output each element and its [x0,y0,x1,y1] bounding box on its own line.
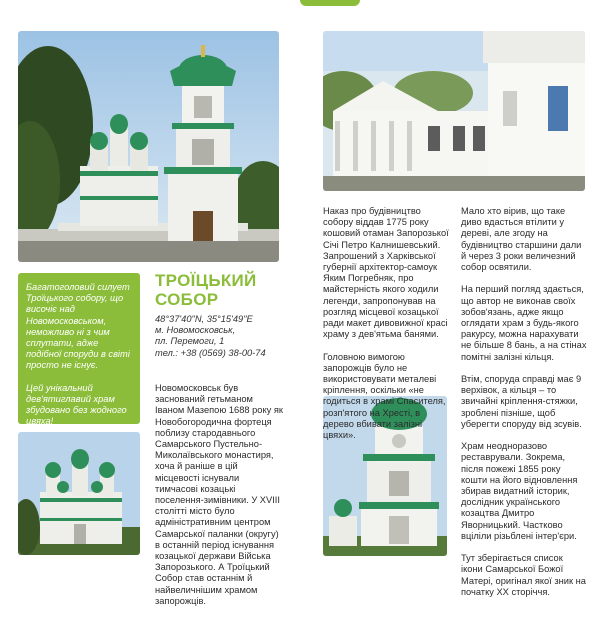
contact-info [155,314,315,359]
address: пл. Перемоги, 1 [155,336,225,347]
photo-classical-building [323,31,585,191]
col3-paragraph-3: Втім, споруда справді має 9 верхівок, а кільця – то звичайні кріплення-стяжки, зроблені пізніше, щоб уберегти споруду від зсувів. [461,374,582,429]
text-column-2 [323,206,449,452]
city: м. Новомосковськ, [155,325,236,336]
page-title-line-1: ТРОЇЦЬКИЙ [155,271,257,290]
caption-box [18,273,140,427]
col2-paragraph-1: Наказ про будівництво собору віддав 1775 року кошовий отаман Запорозької Січі Петро Калнишевський. Запрошений з Харківської губернії архітектор-самоук Яким Погребняк, про майстерність якого ходили легенди, запропонував на розгляд місцевої козацької ради макет дивовижної красі храму з дев'ятьма банями. [323,206,449,340]
col3-paragraph-4: Храм неодноразово реставрували. Зокрема, після пожежі 1855 року кошти на його відновлення збирав видатний історик, дослідник українського козацтва Дмитро Яворницький. Частково вціліли різьблені інтер'єри. [461,441,578,541]
phone: тел.: +38 (0569) 38-00-74 [155,347,266,358]
coordinates: 48°37'40"N, 35°15'49"E [155,314,253,324]
page-title-line-2: СОБОР [155,290,219,309]
col2-paragraph-2: Головною вимогою запорожців було не використовувати металеві кріплення, оскільки «не годиться в храмі Спасителя, розп'ятого на Хресті, в дерево вбивати залізні цвяхи». [323,351,446,441]
col3-paragraph-2: На перший погляд здається, що автор не виконав своїх зобов'язань, адже якщо оглядати храм з будь-якого ракурсу, можна нарахувати не більше 8 бань, а на стінах помітні залізні кільця. [461,284,587,362]
photo-cathedral-domes [18,432,140,555]
page-title [155,271,315,309]
top-accent-tab [300,0,360,6]
col1-paragraph-1: Новомосковськ був заснований гетьманом Іваном Мазепою 1688 року як Новобогородична фортеця поблизу стародавнього Самарського Пустельно-Миколаївського монастиря, хоча й раніше в цій місцевості існували тимчасові козацькі поселення-зимівники. У XVIII столітті місто було адміністративним центром Самарської паланки (округу) в останній період існування козацької держави Війська Запорозького. А Троїцький Собор став останнім й найвеличнішим храмом запорожців. [155,383,283,606]
text-column-3 [461,206,587,609]
caption-box-paragraph-2: Цей унікальний дев'ятиглавий храм збудовано без жодного цвяха! [26,382,127,427]
col3-paragraph-1: Мало хто вірив, що таке диво вдасться втілити у дереві, але згоду на будівництво старшини дали й через 3 роки величезний собор освятили. [461,206,582,273]
caption-box-paragraph-1: Багатоголовий силует Троїцького собору, що височіє над Новомосковськом, неможливо ні з чим сплутати, адже подібної споруди в світі просто не існує. [26,282,130,371]
photo-cathedral-belltower [18,31,279,262]
text-column-1 [155,383,283,618]
col3-paragraph-5: Тут зберігається список ікони Самарської Божої Матері, оригінал якої зник на початку XX сторіччя. [461,553,586,597]
